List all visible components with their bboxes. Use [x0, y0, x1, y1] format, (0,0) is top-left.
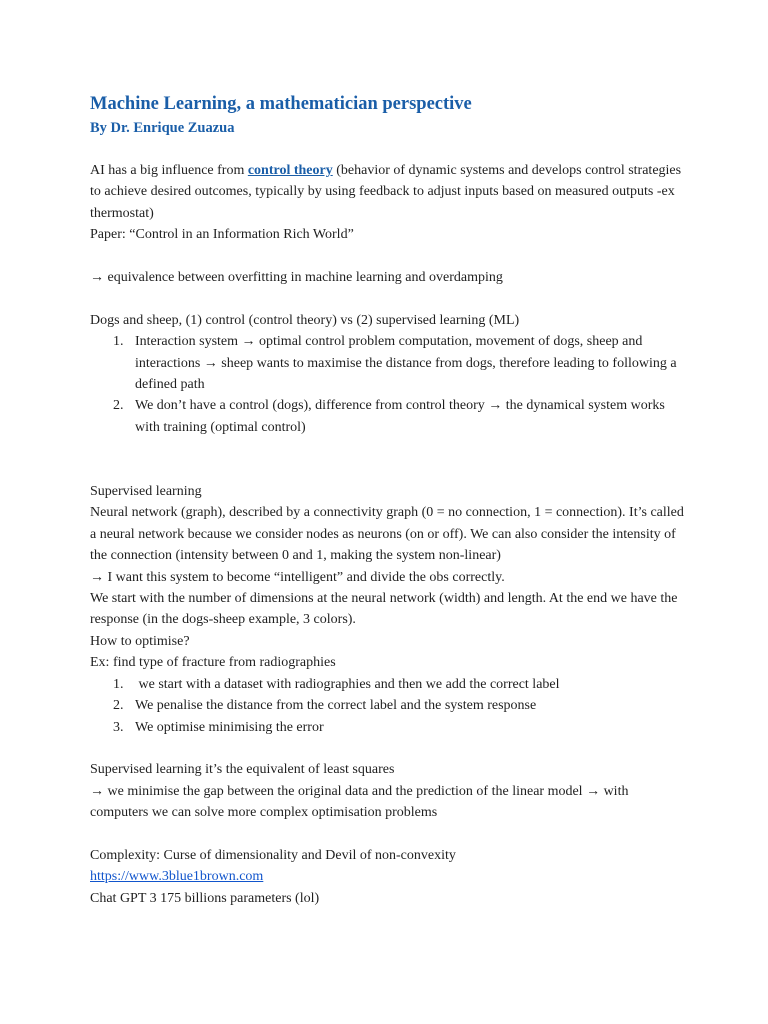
list-item-text: We optimise minimising the error — [135, 719, 324, 735]
list-item — [90, 674, 690, 695]
chatgpt-note: Chat GPT 3 175 billions parameters (lol) — [90, 890, 320, 906]
author-byline: By Dr. Enrique Zuazua — [90, 120, 235, 136]
list-item-text: we start with a dataset with radiographies and then we add the correct label — [135, 676, 560, 692]
list-item — [90, 331, 690, 395]
document-title: Machine Learning, a mathematician perspective — [90, 94, 472, 114]
list-number: 2. — [113, 698, 124, 714]
list-item-text: We penalise the distance from the correct label and the system response — [135, 698, 537, 714]
control-theory-link[interactable]: control theory — [247, 163, 333, 178]
optimise-question: How to optimise? — [90, 633, 190, 649]
list-number: 2. — [113, 398, 124, 414]
list-number: 1. — [113, 334, 124, 350]
equivalence-note: → equivalence between overfitting in machine learning and overdamping — [90, 270, 503, 286]
list-item-text: Interaction system → optimal control problem computation, movement of dogs, sheep and interactions → sheep wants to maximise the distance from dogs, therefore leading to following a defined path — [135, 334, 677, 393]
dogs-sheep-heading: Dogs and sheep, (1) control (control theory) vs (2) supervised learning (ML) — [90, 312, 520, 328]
list-number: 3. — [113, 719, 124, 735]
least-squares-line: Supervised learning it’s the equivalent of least squares — [90, 762, 395, 778]
list-item-text: We don’t have a control (dogs), difference from control theory → the dynamical system works with training (optimal control) — [135, 398, 665, 435]
3blue1brown-link[interactable]: https://www.3blue1brown.com — [90, 869, 264, 885]
document-body — [90, 92, 690, 909]
least-squares-explanation: → we minimise the gap between the original data and the prediction of the linear model → with computers we can solve more complex optimisation problems — [90, 783, 629, 821]
complexity-line: Complexity: Curse of dimensionality and Devil of non-convexity — [90, 847, 456, 863]
intelligent-note: → I want this system to become “intelligent” and divide the obs correctly. — [90, 569, 505, 585]
dimensions-paragraph: We start with the number of dimensions at the neural network (width) and length. At the end we have the response (in the dogs-sheep example, 3 colors). — [90, 591, 678, 628]
list-item — [90, 395, 690, 438]
url-line — [90, 866, 690, 887]
paper-reference: Paper: “Control in an Information Rich World” — [90, 227, 354, 243]
fracture-example: Ex: find type of fracture from radiographies — [90, 655, 336, 671]
intro-paragraph — [90, 160, 690, 224]
supervised-heading: Supervised learning — [90, 484, 202, 500]
dogs-sheep-list — [90, 331, 690, 438]
neural-network-paragraph: Neural network (graph), described by a connectivity graph (0 = no connection, 1 = connection). It’s called a neural network because we consider nodes as neurons (on or off). We can also consider the intensity of the connection (intensity between 0 and 1, making the system non-linear) — [90, 505, 684, 564]
list-number: 1. — [113, 676, 124, 692]
list-item — [90, 695, 690, 716]
optimisation-steps-list — [90, 674, 690, 738]
intro-prefix: AI has a big influence from — [90, 163, 248, 178]
list-item — [90, 717, 690, 738]
intro-suffix: (behavior of dynamic systems and develops control strategies to achieve desired outcomes, typically by using feedback to adjust inputs based on measured outputs -ex thermostat) — [90, 163, 682, 221]
